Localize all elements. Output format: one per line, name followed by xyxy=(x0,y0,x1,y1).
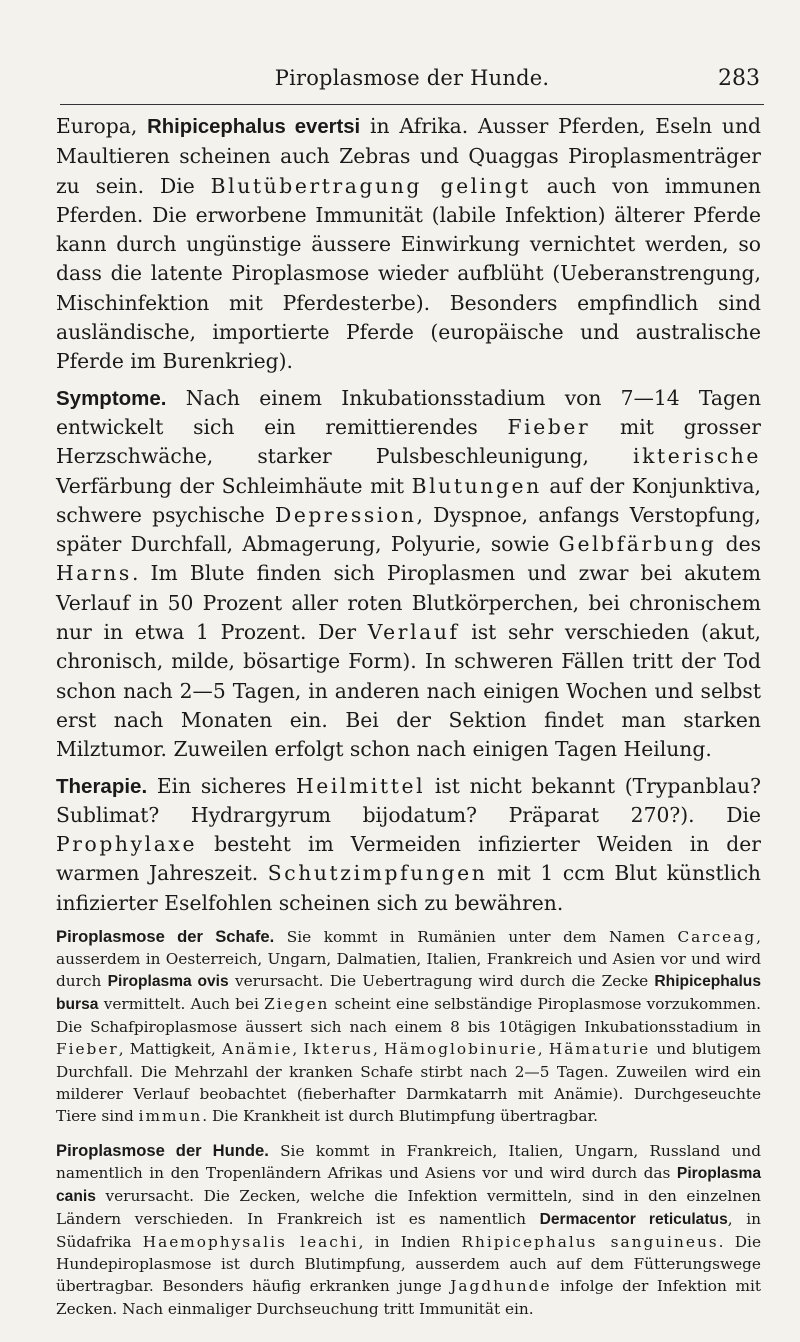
section-heading-symptome: Symptome. xyxy=(56,386,167,410)
text-run: mit 1 ccm Blut künstlich infizierter Eselfohlen scheinen sich zu bewähren. xyxy=(56,861,761,915)
section-heading-therapie: Therapie. xyxy=(56,774,148,798)
emphasis: Harns xyxy=(56,561,132,586)
emphasis: Gelbfärbung xyxy=(558,532,717,557)
text-run: auch von immunen Pferden. Die erworbene Immunität (labile Infektion) älterer Pferde kann durch ungünstige äussere Einwirkung vernichtet werden, so dass die latente Piroplasmose wieder aufblüht (Ueberanstrengung, Mischinfektion mit Pferdesterbe). Besonders empfindlich sind ausländische, importierte Pferde (europäische und australische Pferde im Burenkrieg). xyxy=(56,173,761,374)
text-run: infolge der Infektion mit Zecken. Nach einmaliger Durchseuchung tritt Immunität ein. xyxy=(56,1277,761,1318)
paragraph-horses-continued xyxy=(56,112,761,377)
text-run: auf der Konjunktiva, schwere psychische xyxy=(56,473,761,527)
species-name: Piroplasma canis xyxy=(56,1164,761,1206)
emphasis: Ziegen xyxy=(264,995,330,1014)
text-run: , xyxy=(373,1040,385,1059)
text-run: ist nicht bekannt (Trypanblau? Sublimat? Hydrargyrum bijodatum? Präparat 270?). Die xyxy=(56,773,761,827)
text-run: ist sehr verschieden (akut, chronisch, milde, bösartige Form). In schweren Fällen tritt der Tod schon nach 2—5 Tagen, in anderen nach einigen Wochen und selbst erst nach Monaten ein. Bei der Sektion findet man starken Milztumor. Zuweilen erfolgt schon nach einigen Tagen Heilung. xyxy=(56,620,761,762)
text-run: des xyxy=(716,532,761,557)
text-run: Sie kommt in Frankreich, Italien, Ungarn, Russland und namentlich in den Tropenländern Afrikas und Asiens vor und wird durch das xyxy=(56,1141,761,1182)
running-title: Piroplasmose der Hunde. xyxy=(274,66,550,90)
text-run: Sie kommt in Rumänien unter dem Namen xyxy=(274,928,678,947)
section-heading-hunde: Piroplasmose der Hunde. xyxy=(56,1140,269,1160)
text-run: besteht im Vermeiden infizierter Weiden in der warmen Jahreszeit. xyxy=(56,832,761,886)
emphasis: Depression xyxy=(274,502,417,527)
text-run: . Die Hundepiroplasmose ist durch Blutimpfung, ausserdem auch auf dem Fütterungswege übertragbar. Besonders häufig erkranken junge xyxy=(56,1233,762,1296)
text-run: Nach einem Inkubationsstadium von 7—14 Tagen entwickelt sich ein remittierendes xyxy=(56,385,761,439)
text-run: , Dyspnoe, anfangs Verstopfung, später Durchfall, Abmagerung, Polyurie, sowie xyxy=(56,502,761,557)
text-run: Ein sicheres xyxy=(147,773,297,798)
main-text xyxy=(56,112,761,918)
emphasis: Rhipicephalus sanguineus xyxy=(461,1233,719,1252)
species-name: Rhipicephalus evertsi xyxy=(147,116,361,138)
page-number: 283 xyxy=(718,66,760,91)
emphasis: Haemophysalis leachi xyxy=(142,1233,359,1252)
emphasis: immun xyxy=(138,1106,203,1125)
section-heading-schafe: Piroplasmose der Schafe. xyxy=(56,927,275,947)
text-run: in Afrika. Ausser Pferden, Eseln und Maultieren scheinen auch Zebras und Quaggas Piroplasmenträger zu sein. Die xyxy=(56,114,761,198)
text-run: verursacht. Die Zecken, welche die Infektion vermitteln, sind in den einzelnen Ländern verschieden. In Frankreich ist es namentlich xyxy=(56,1187,761,1229)
paragraph-schafe xyxy=(56,926,761,1127)
emphasis: Fieber xyxy=(507,414,591,439)
text-run: , ausserdem in Oesterreich, Ungarn, Dalmatien, Italien, Frankreich und Asien vor und wird durch xyxy=(56,928,761,991)
emphasis: Blutübertragung gelingt xyxy=(210,173,531,198)
text-run: Verfärbung der Schleimhäute mit xyxy=(56,473,412,498)
emphasis: Hämaturie xyxy=(548,1040,651,1059)
species-name: Piroplasma ovis xyxy=(107,973,229,991)
species-name: Rhipicephalus bursa xyxy=(56,973,761,1014)
text-run: , Mattigkeit, xyxy=(118,1040,222,1059)
text-run: . Im Blute finden sich Piroplasmen und zwar bei akutem Verlauf in 50 Prozent aller roten Blutkörperchen, bei chronischem nur in etwa 1 Prozent. Der xyxy=(56,561,761,645)
emphasis: Jagdhunde xyxy=(450,1277,552,1296)
emphasis: Carceag xyxy=(677,928,757,947)
text-run: vermittelt. Auch bei xyxy=(98,995,265,1014)
emphasis: Ikterus xyxy=(303,1040,374,1059)
text-run: . Die Krankheit ist durch Blutimpfung übertragbar. xyxy=(202,1106,598,1125)
text-run: , xyxy=(537,1040,549,1059)
small-print-text xyxy=(56,926,761,1320)
paragraph-symptome xyxy=(56,384,761,765)
text-run: verursacht. Die Uebertragung wird durch die Zecke xyxy=(228,972,655,991)
emphasis: Hämoglobinurie xyxy=(384,1040,538,1059)
emphasis: ikterische xyxy=(633,444,761,469)
text-run: mit grosser Herzschwäche, starker Pulsbeschleunigung, xyxy=(56,414,762,469)
emphasis: Blutungen xyxy=(411,473,542,498)
emphasis: Heilmittel xyxy=(296,773,426,798)
text-run: und blutigem Durchfall. Die Mehrzahl der kranken Schafe stirbt nach 2—5 Tagen. Zuweilen wird ein milderer Verlauf beobachtet (fieberhafter Darmkatarrh mit Anämie). Durchgeseuchte Tiere sind xyxy=(56,1040,762,1125)
paragraph-hunde xyxy=(56,1140,761,1320)
text-run: , xyxy=(292,1040,304,1059)
text-run: , in Indien xyxy=(358,1233,462,1252)
emphasis: Fieber xyxy=(56,1040,119,1059)
emphasis: Schutzimpfungen xyxy=(267,861,488,886)
page-body xyxy=(56,112,761,1320)
paragraph-therapie xyxy=(56,772,761,918)
page-header xyxy=(60,64,764,105)
emphasis: Prophylaxe xyxy=(56,832,198,857)
text-run: scheint eine selbständige Piroplasmose vorzukommen. Die Schafpiroplasmose äussert sich nach einem 8 bis 10tägigen Inkubationsstadium in xyxy=(56,995,761,1037)
text-run: Europa, xyxy=(56,114,148,138)
emphasis: Anämie xyxy=(221,1040,293,1059)
text-run: , in Südafrika xyxy=(56,1210,762,1252)
emphasis: Verlauf xyxy=(367,620,460,645)
species-name: Dermacentor reticulatus xyxy=(539,1211,728,1229)
